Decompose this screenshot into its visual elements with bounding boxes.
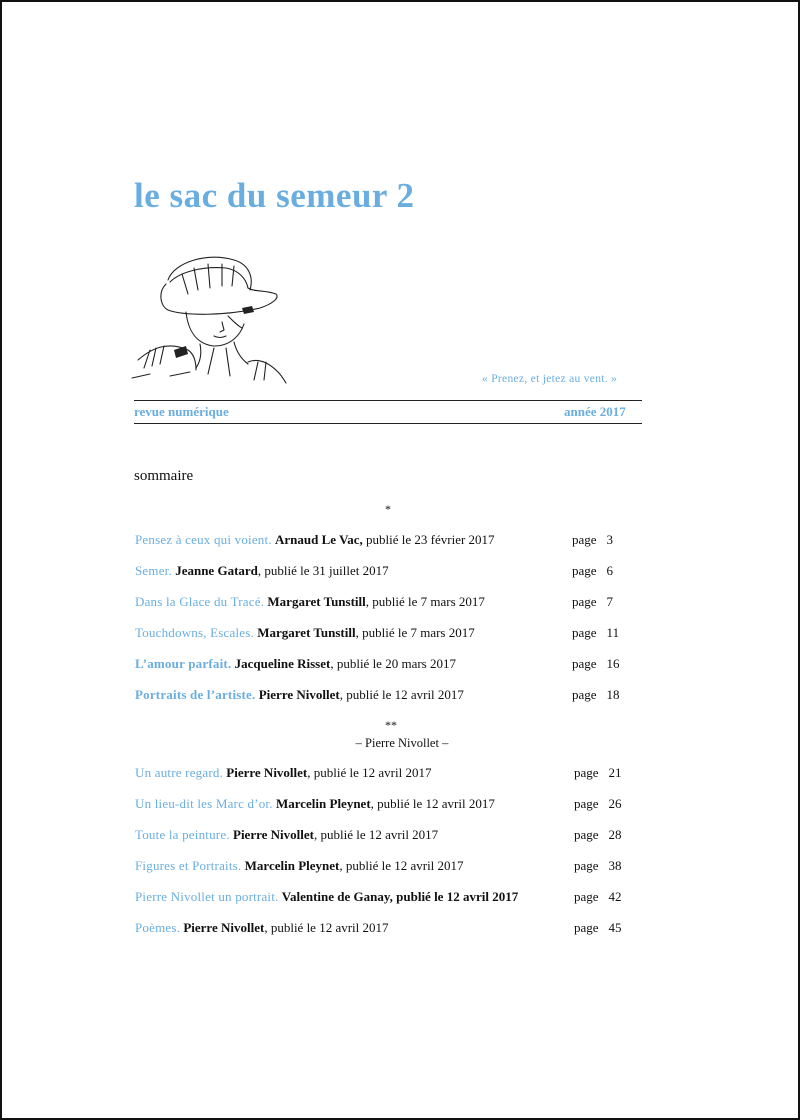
entry-publication-date: , publié le 12 avril 2017: [264, 920, 389, 935]
contents-entry[interactable]: [135, 827, 438, 843]
contents-entry[interactable]: [135, 889, 518, 905]
page-number: 26: [608, 796, 622, 811]
publication-year-label: année 2017: [564, 404, 626, 419]
entry-author: Marcelin Pleynet: [275, 796, 371, 811]
page-number: 16: [606, 656, 620, 671]
entry-publication-date: , publié le 7 mars 2017: [355, 625, 475, 640]
entry-page-ref: [574, 889, 622, 905]
entry-title[interactable]: Un autre regard.: [135, 765, 224, 780]
entry-author: Pierre Nivollet: [233, 827, 314, 842]
entry-title[interactable]: Semer.: [135, 563, 172, 578]
entry-publication-date: , publié le 12 avril 2017: [339, 858, 464, 873]
page-word: page: [574, 920, 599, 935]
section-author-label: – Pierre Nivollet –: [355, 736, 449, 750]
entry-publication-date: , publié le 7 mars 2017: [365, 594, 485, 609]
entry-page-ref: [572, 532, 613, 548]
journal-title: le sac du semeur 2: [134, 176, 415, 215]
page-number: 28: [608, 827, 622, 842]
contents-entry[interactable]: [135, 796, 495, 812]
entry-publication-date: , publié le 20 mars 2017: [330, 656, 456, 671]
page-number: 18: [606, 687, 620, 702]
entry-author: Pierre Nivollet: [183, 920, 265, 935]
page-number: 6: [606, 563, 614, 578]
section-mark-double-asterisk: **: [385, 718, 397, 732]
entry-publication-date: , publié le 12 avril 2017: [389, 889, 519, 904]
entry-publication-date: , publié le 31 juillet 2017: [257, 563, 389, 578]
entry-publication-date: publié le 23 février 2017: [362, 532, 495, 547]
page-number: 45: [608, 920, 622, 935]
contents-entry[interactable]: [135, 625, 475, 641]
entry-author: Pierre Nivollet: [258, 687, 340, 702]
entry-title[interactable]: L’amour parfait.: [135, 656, 232, 671]
header-divider-bottom: [134, 423, 642, 424]
page-number: 42: [608, 889, 622, 904]
page-word: page: [572, 687, 597, 702]
entry-title[interactable]: Dans la Glace du Tracé.: [135, 594, 265, 609]
entry-page-ref: [572, 687, 620, 703]
page-word: page: [574, 827, 599, 842]
entry-page-ref: [572, 594, 613, 610]
section-mark-single-asterisk: *: [385, 502, 391, 516]
entry-author: Marcelin Pleynet: [244, 858, 340, 873]
entry-page-ref: [574, 858, 622, 874]
entry-page-ref: [574, 920, 622, 936]
entry-title[interactable]: Pierre Nivollet un portrait.: [135, 889, 279, 904]
epigraph-quote: « Prenez, et jetez au vent. »: [482, 373, 618, 385]
page-number: 11: [606, 625, 620, 640]
entry-page-ref: [572, 563, 613, 579]
entry-page-ref: [574, 765, 622, 781]
page-number: 3: [606, 532, 614, 547]
contents-heading: sommaire: [134, 468, 194, 484]
portrait-sketch-illustration: [130, 250, 290, 384]
contents-entry[interactable]: [135, 920, 389, 936]
entry-author: Arnaud Le Vac,: [275, 532, 363, 547]
page-word: page: [574, 889, 599, 904]
page-number: 21: [608, 765, 622, 780]
entry-publication-date: , publié le 12 avril 2017: [313, 827, 439, 842]
entry-page-ref: [572, 625, 619, 641]
entry-page-ref: [574, 827, 622, 843]
entry-page-ref: [572, 656, 620, 672]
entry-publication-date: , publié le 12 avril 2017: [307, 765, 432, 780]
entry-title[interactable]: Portraits de l’artiste.: [135, 687, 256, 702]
entry-publication-date: , publié le 12 avril 2017: [339, 687, 464, 702]
contents-entry[interactable]: [135, 765, 431, 781]
page-word: page: [574, 765, 599, 780]
contents-entry[interactable]: [135, 858, 464, 874]
page-word: page: [574, 796, 599, 811]
entry-author: Valentine de Ganay: [281, 889, 390, 904]
entry-title[interactable]: Touchdowns, Escales.: [135, 625, 254, 640]
publication-type-label: revue numérique: [134, 404, 229, 419]
entry-title[interactable]: Pensez à ceux qui voient.: [135, 532, 272, 547]
entry-author: Margaret Tunstill: [267, 594, 366, 609]
entry-author: Jacqueline Risset: [234, 656, 331, 671]
contents-entry[interactable]: [135, 532, 495, 548]
page-number: 7: [606, 594, 614, 609]
page-number: 38: [608, 858, 622, 873]
entry-publication-date: , publié le 12 avril 2017: [370, 796, 495, 811]
page-word: page: [572, 594, 597, 609]
entry-title[interactable]: Figures et Portraits.: [135, 858, 242, 873]
entry-author: Margaret Tunstill: [257, 625, 356, 640]
contents-entry[interactable]: [135, 656, 456, 672]
contents-entry[interactable]: [135, 687, 464, 703]
entry-title[interactable]: Toute la peinture.: [135, 827, 230, 842]
page-word: page: [572, 656, 597, 671]
entry-author: Jeanne Gatard: [175, 563, 258, 578]
page-word: page: [572, 532, 597, 547]
page-word: page: [574, 858, 599, 873]
entry-title[interactable]: Un lieu-dit les Marc d’or.: [135, 796, 273, 811]
entry-author: Pierre Nivollet: [226, 765, 308, 780]
contents-entry[interactable]: [135, 594, 485, 610]
entry-page-ref: [574, 796, 622, 812]
entry-title[interactable]: Poèmes.: [135, 920, 181, 935]
page-word: page: [572, 563, 597, 578]
page-word: page: [572, 625, 597, 640]
header-divider-top: [134, 400, 642, 401]
contents-entry[interactable]: [135, 563, 389, 579]
